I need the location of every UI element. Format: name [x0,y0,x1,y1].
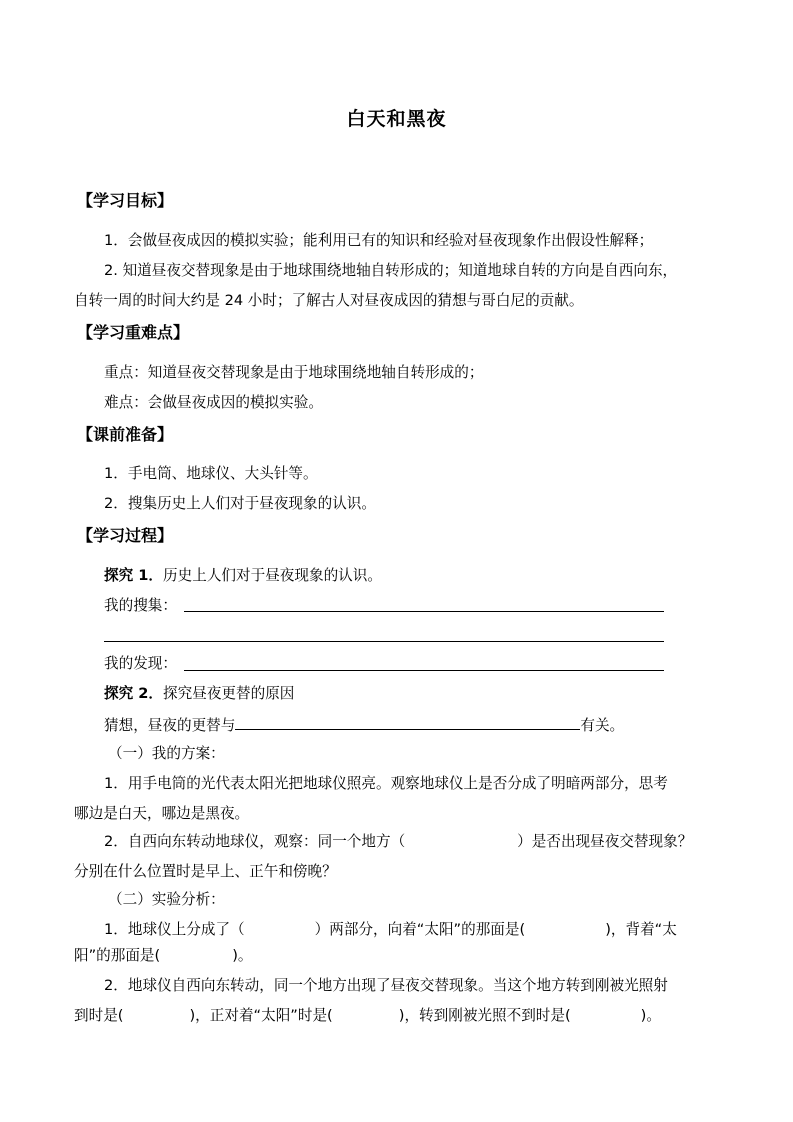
guess-line [104,714,624,736]
analysis-1-part-1: 1．地球仪上分成了（ [104,921,245,938]
guess-suffix: 有关。 [580,717,625,734]
analysis-1-part-5: )。 [232,947,253,964]
analysis-2-part-4: )。 [640,1007,661,1024]
collect-label: 我的搜集： [104,597,177,614]
goal-item-1: 1．会做昼夜成因的模拟实验；能利用已有的知识和经验对昼夜现象作出假设性解释； [104,232,654,249]
analysis-2-line-2 [74,1006,661,1026]
page-title: 白天和黑夜 [346,108,447,130]
plan-heading: （一）我的方案： [108,745,225,762]
plan-2-line-1 [104,832,692,852]
goal-item-2-continued: 自转一周的时间大约是 24 小时；了解古人对昼夜成因的猜想与哥白尼的贡献。 [74,292,584,309]
section-heading-process: 【学习过程】 [77,526,174,545]
difficult-point-item: 难点：会做昼夜成因的模拟实验。 [104,394,323,411]
section-heading-key-points: 【学习重难点】 [77,323,190,342]
explore-2-label: 探究 2． [104,685,164,702]
analysis-1-part-4: 阳”的那面是( [74,947,161,964]
analysis-1-part-3: )，背着“太 [605,921,677,938]
section-heading-goals: 【学习目标】 [77,191,174,210]
explore-1-text: 历史上人们对于昼夜现象的认识。 [163,567,382,584]
plan-2-prefix: 2．自西向东转动地球仪，观察：同一个地方（ [104,833,406,850]
collect-answer-line-2[interactable] [104,641,664,642]
key-point-item: 重点：知道昼夜交替现象是由于地球围绕地轴自转形成的； [104,364,484,381]
explore-1-label: 探究 1． [104,567,164,584]
explore-2-line [104,684,294,704]
section-heading-preparation: 【课前准备】 [77,425,174,444]
analysis-2-line-1: 2．地球仪自西向东转动，同一个地方出现了昼夜交替现象。当这个地方转到刚被光照射 [104,977,668,994]
plan-1-line-1: 1．用手电筒的光代表太阳光把地球仪照亮。观察地球仪上是否分成了明暗两部分，思考 [104,775,668,792]
analysis-1-part-2: ）两部分，向着“太阳”的那面是( [314,921,526,938]
goal-item-2: 2. 知道昼夜交替现象是由于地球围绕地轴自转形成的；知道地球自转的方向是自西向东， [104,262,678,279]
preparation-item-1: 1．手电筒、地球仪、大头针等。 [104,465,318,482]
collect-answer-line-1[interactable] [184,611,664,612]
analysis-2-part-1: 到时是( [74,1007,124,1024]
analysis-2-part-3: )，转到刚被光照不到时是( [398,1007,571,1024]
discover-answer-line[interactable] [184,670,664,671]
guess-answer-blank[interactable] [235,714,580,730]
discover-label: 我的发现： [104,655,177,672]
analysis-2-part-2: )，正对着“太阳”时是( [189,1007,333,1024]
plan-2-suffix: ）是否出现昼夜交替现象？ [517,833,693,850]
explore-1-line [104,566,382,586]
preparation-item-2: 2．搜集历史上人们对于昼夜现象的认识。 [104,495,376,512]
plan-2-line-2: 分别在什么位置时是早上、正午和傍晚？ [74,863,337,880]
explore-2-text: 探究昼夜更替的原因 [163,685,295,702]
analysis-heading: （二）实验分析： [108,891,225,908]
plan-1-line-2: 哪边是白天，哪边是黑夜。 [74,805,250,822]
guess-prefix: 猜想，昼夜的更替与 [104,717,236,734]
analysis-1-line-1 [104,920,677,940]
analysis-1-line-2 [74,946,253,966]
